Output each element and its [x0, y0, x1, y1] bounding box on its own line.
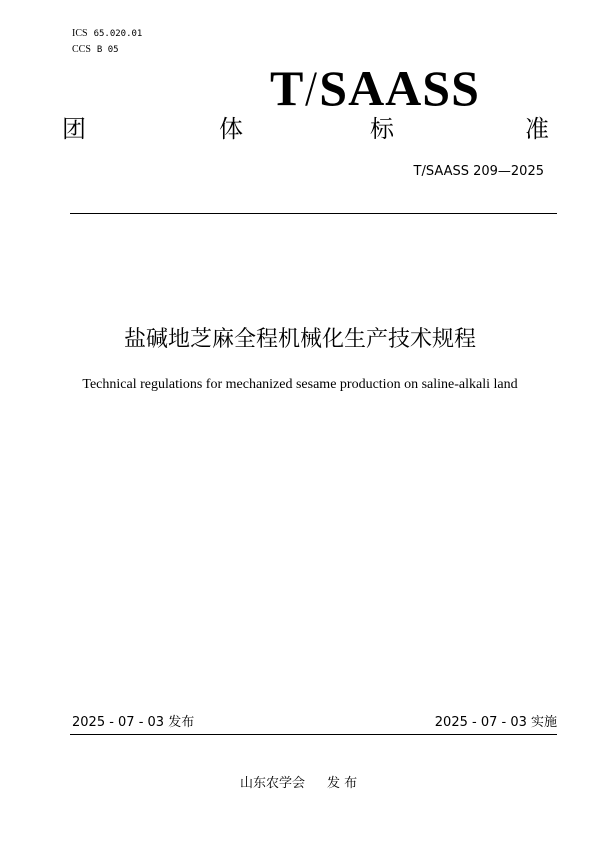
- logo-letter-t: T: [270, 60, 305, 116]
- standard-type-char-1: 团: [62, 115, 86, 143]
- ccs-line: [72, 44, 119, 56]
- publisher-name: 山东农学会: [240, 776, 306, 791]
- standard-number: T/SAASS 209—2025: [413, 164, 544, 179]
- publisher-line: [240, 775, 357, 793]
- standard-type-char-2: 体: [219, 115, 243, 143]
- issue-date: 2025 - 07 - 03 发布: [72, 715, 195, 730]
- header-divider: [70, 213, 557, 214]
- ics-label: ICS: [72, 28, 88, 39]
- organization-logo: [270, 60, 480, 116]
- implementation-date: 2025 - 07 - 03 实施: [434, 715, 557, 730]
- publisher-action: 发 布: [327, 776, 358, 791]
- document-title-english: Technical regulations for mechanized sesame production on saline-alkali land: [82, 377, 518, 392]
- standard-type-char-3: 标: [370, 115, 394, 143]
- document-title-chinese: 盐碱地芝麻全程机械化生产技术规程: [123, 327, 476, 352]
- logo-slash: /: [305, 60, 319, 116]
- ics-code: 65.020.01: [93, 29, 143, 39]
- ics-line: [72, 28, 142, 40]
- logo-letters-saass: SAASS: [319, 60, 480, 116]
- ccs-label: CCS: [72, 44, 91, 55]
- standard-type-char-4: 准: [525, 115, 549, 143]
- ccs-code: B 05: [96, 45, 119, 55]
- footer-divider: [70, 734, 557, 735]
